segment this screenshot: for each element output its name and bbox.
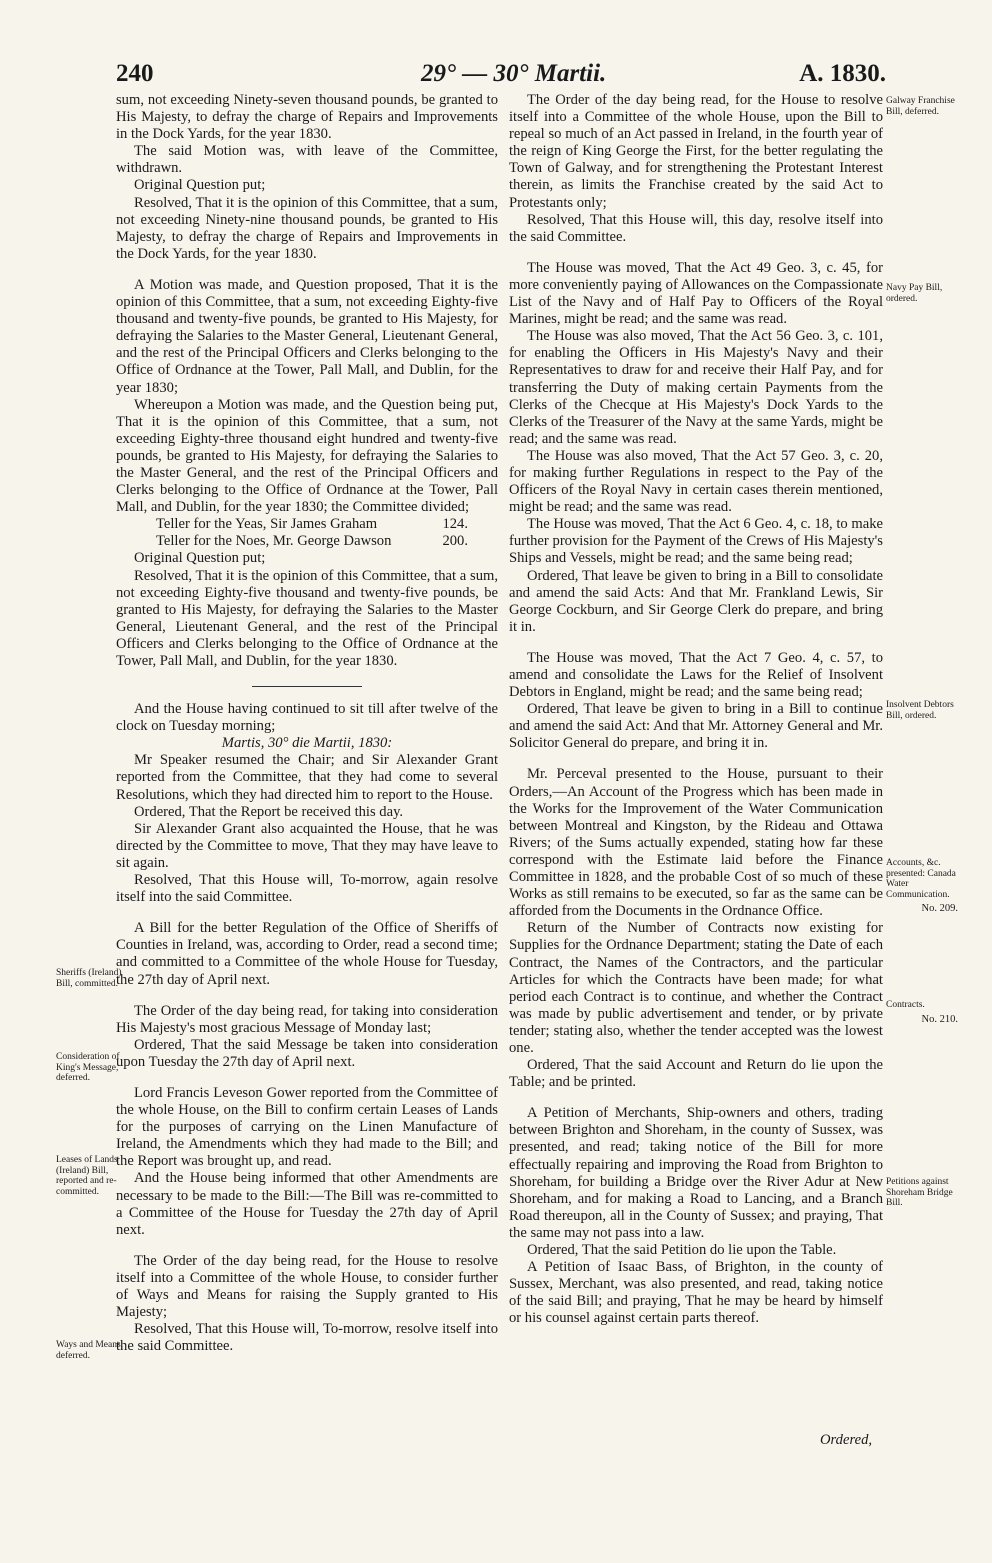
paragraph-sheriffs: A Bill for the better Regulation of the Office of Sheriffs of Counties in Ireland, was, according to Order, read a second time; and committed to a Committee of the whole House for Tuesday, the 27th day of April next. [116, 920, 498, 988]
teller-yeas [116, 516, 498, 533]
margin-note-leases: Leases of Lands (Ireland) Bill, reported and re-committed. [56, 1155, 118, 1197]
paragraph: Resolved, That it is the opinion of this Committee, that a sum, not exceeding Eighty-five thousand and twenty-five pounds, be granted to His Majesty, for defraying the Salaries to the Master General, Lieutenant General, and the rest of the Principal Officers and Clerks belonging to the Office of Ordnance at the Tower, Pall Mall, and Dublin, for the year 1830. [116, 567, 498, 669]
teller-label: Teller for the Yeas, Sir James Graham [156, 516, 378, 533]
paragraph: Original Question put; [134, 177, 266, 194]
paragraph: The House was moved, That the Act 6 Geo. 4, c. 18, to make further provision for the Payment of the Crews of His Majesty's Ships and Vessels, might be read; and the same being read; [509, 516, 883, 567]
paragraph-kings-message: The Order of the day being read, for taking into consideration His Majesty's most gracious Message of Monday last; [116, 1002, 498, 1036]
paragraph: sum, not exceeding Ninety-seven thousand pounds, be granted to His Majesty, to defray the charge of Repairs and Improvements in the Dock Yards, for the year 1830. [116, 92, 498, 143]
paragraph: Resolved, That this House will, this day, resolve itself into the said Committee. [509, 211, 883, 245]
section-divider [252, 686, 362, 687]
paragraph: Sir Alexander Grant also acquainted the House, that he was directed by the Committee to move, That they may have leave to sit again. [116, 820, 498, 871]
margin-note-navy-pay: Navy Pay Bill, ordered. [886, 283, 943, 304]
margin-note-accounts-text: Accounts, &c. presented: Canada Water Communication. [886, 858, 956, 900]
paragraph: Resolved, That it is the opinion of this Committee, that a sum, not exceeding Ninety-nine thousand pounds, be granted to His Majesty, to defray the charge of Repairs and Improvements in the Dock Yards, for the year 1830. [116, 194, 498, 262]
paragraph-insolvent: The House was moved, That the Act 7 Geo. 4, c. 57, to amend and consolidate the Laws for the Relief of Insolvent Debtors in England, might be read; and the same being read; [509, 649, 883, 701]
paragraph: Ordered, That the Report be received this day. [134, 803, 404, 820]
paragraph: Ordered, That leave be given to bring in a Bill to continue and amend the said Act: And that Mr. Attorney General and Mr. Solicitor General do prepare, and bring it in. [509, 701, 883, 752]
paragraph: Whereupon a Motion was made, and the Question being put, That it is the opinion of this Committee, that a sum, not exceeding Eighty-three thousand eight hundred and twenty-five pounds, be granted to His Majesty, for defraying the Salaries to the Master General, and the rest of the Principal Officers and Clerks belonging to the Office of Ordnance at the Tower, Pall Mall, and Dublin, for the year 1830; the Committee divided; [116, 396, 498, 516]
teller-label: Teller for the Noes, Mr. George Dawson [156, 533, 392, 550]
paragraph-galway: The Order of the day being read, for the House to resolve itself into a Committee of the whole House, upon the Bill to repeal so much of an Act passed in Ireland, in the fourth year of the reign of King George the First, for the better regulating the Town of Galway, and for strengthening the Protestant Interest therein, as limits the Franchise created by the said Act to Protestants only; [509, 92, 883, 211]
page-year: A. 1830. [799, 60, 886, 87]
page-number: 240 [116, 60, 154, 87]
paragraph: Ordered, That the said Message be taken into consideration upon Tuesday the 27th day of April next. [116, 1036, 498, 1070]
paragraph: Ordered, That the said Petition do lie upon the Table. [527, 1242, 837, 1258]
date-heading: Martis, 30° die Martii, 1830: [221, 735, 393, 752]
paragraph: The House was also moved, That the Act 56 Geo. 3, c. 101, for enabling the Officers in His Majesty's Navy and their Representatives to draw for and receive their Half Pay, and for transferring the Duty of making certain Payments from the Clerks of the Checque at His Majesty's Dock Yards to the Clerks of the Treasurer of the Navy at the same Yards, might be read; and the same was read. [509, 328, 883, 447]
margin-note-contracts [886, 1000, 958, 1025]
paragraph: And the House having continued to sit till after twelve of the clock on Tuesday morning; [116, 701, 498, 735]
margin-note-kings-message: Consideration of King's Message, deferred. [56, 1052, 120, 1083]
paragraph-accounts: Mr. Perceval presented to the House, pursuant to their Orders,—An Account of the Progress which has been made in the Works for the Improvement of the Water Communication between Montreal and Kingston, by the Rideau and Ottawa Rivers; of the Sums actually expended, stating how far these correspond with the Estimate laid before the Finance Committee in 1828, and the probable Cost of so much of these Works as still remains to be executed, so far as the same can be afforded from the Documents in the Ordnance Office. [509, 766, 883, 920]
paragraph-ways-means: The Order of the day being read, for the House to resolve itself into a Committee of the whole House, to consider further of Ways and Means for raising the Supply granted to His Majesty; [116, 1252, 498, 1321]
margin-note-sheriffs: Sheriffs (Ireland) Bill, committed. [56, 968, 122, 989]
paragraph: Resolved, That this House will, To-morrow, resolve itself into the said Committee. [116, 1321, 498, 1355]
catchword: Ordered, [820, 1432, 873, 1448]
margin-note-accounts-number: No. 209. [921, 903, 958, 914]
paragraph: And the House being informed that other Amendments are necessary to be made to the Bill:—The Bill was re-committed to a Committee of the House for Tuesday the 27th day of April next. [116, 1170, 498, 1238]
paragraph: The said Motion was, with leave of the Committee, withdrawn. [116, 143, 498, 177]
paragraph: Ordered, That the said Account and Return do lie upon the Table; and be printed. [509, 1057, 883, 1091]
paragraph-petitions: A Petition of Merchants, Ship-owners and others, trading between Brighton and Shoreham, in the county of Sussex, was presented, and read; taking notice of the Bill for more effectually repairing and improving the Road from Brighton to Shoreham, for building a Bridge over the River Adur at New Shoreham, and for making a Road to Lancing, and a Branch Road thereupon, all in the County of Sussex; and praying, That the same may not pass into a law. [509, 1105, 883, 1241]
margin-note-ways-means: Ways and Means, deferred. [56, 1340, 124, 1361]
paragraph: Ordered, That leave be given to bring in a Bill to consolidate and amend the said Acts: And that Mr. Frankland Lewis, Sir George Cockburn, and Sir George Clerk do prepare, and bring it in. [509, 567, 883, 635]
page-date: 29° — 30° Martii. [421, 60, 607, 87]
paragraph: A Motion was made, and Question proposed, That it is the opinion of this Committee, that a sum, not exceeding Eighty-five thousand and twenty-five pounds, be granted to His Majesty, for defraying the Salaries to the Master General, Lieutenant General, and the rest of the Principal Officers and Clerks belonging to the Office of Ordnance at the Tower, Pall Mall, and Dublin, for the year 1830; [116, 276, 498, 396]
margin-note-contracts-text: Contracts. [886, 1000, 925, 1010]
teller-count: 200. [442, 533, 468, 550]
margin-note-accounts [886, 858, 958, 915]
teller-count: 124. [442, 516, 468, 533]
margin-note-galway: Galway Franchise Bill, deferred. [886, 96, 955, 117]
right-column [509, 92, 883, 1327]
paragraph: Resolved, That this House will, To-morrow, again resolve itself into the said Committee. [116, 872, 498, 906]
paragraph: Mr Speaker resumed the Chair; and Sir Alexander Grant reported from the Committee, that they had come to several Resolutions, which they had directed him to report to the House. [116, 752, 498, 803]
margin-note-insolvent: Insolvent Debtors Bill, ordered. [886, 700, 954, 721]
margin-note-petitions: Petitions against Shoreham Bridge Bill. [886, 1177, 953, 1208]
paragraph-navy-pay: The House was moved, That the Act 49 Geo. 3, c. 45, for more conveniently paying of Allowances on the Compassionate List of the Navy and of Half Pay to Officers of the Royal Marines, might be read; and the same was read. [509, 259, 883, 328]
left-column [116, 92, 498, 1355]
margin-note-contracts-number: No. 210. [921, 1013, 958, 1025]
paragraph-leases: Lord Francis Leveson Gower reported from the Committee of the whole House, on the Bill to confirm certain Leases of Lands for the purposes of carrying on the Linen Manufacture of Ireland, the Amendments which they had made to the Bill; and the Report was brought up, and read. [116, 1084, 498, 1170]
paragraph: A Petition of Isaac Bass, of Brighton, in the county of Sussex, Merchant, was also presented, and read, taking notice of the said Bill; and praying, That he may be heard by himself or his counsel against certain parts thereof. [509, 1259, 883, 1327]
paragraph: The House was also moved, That the Act 57 Geo. 3, c. 20, for making further Regulations in respect to the Pay of the Officers of the Royal Navy in certain cases therein mentioned, might be read; and the same was read. [509, 447, 883, 516]
teller-noes [116, 533, 498, 550]
paragraph-contracts: Return of the Number of Contracts now existing for Supplies for the Ordnance Department; stating the Date of each Contract, the Names of the Contractors, and the particular Articles for which the Contracts have been made; for what period each Contract is to continue, and whether the Contract was made by public advertisement and tender, or by private tender; stating also, whether the tender accepted was the lowest one. [509, 920, 883, 1056]
paragraph: Original Question put; [134, 550, 266, 567]
